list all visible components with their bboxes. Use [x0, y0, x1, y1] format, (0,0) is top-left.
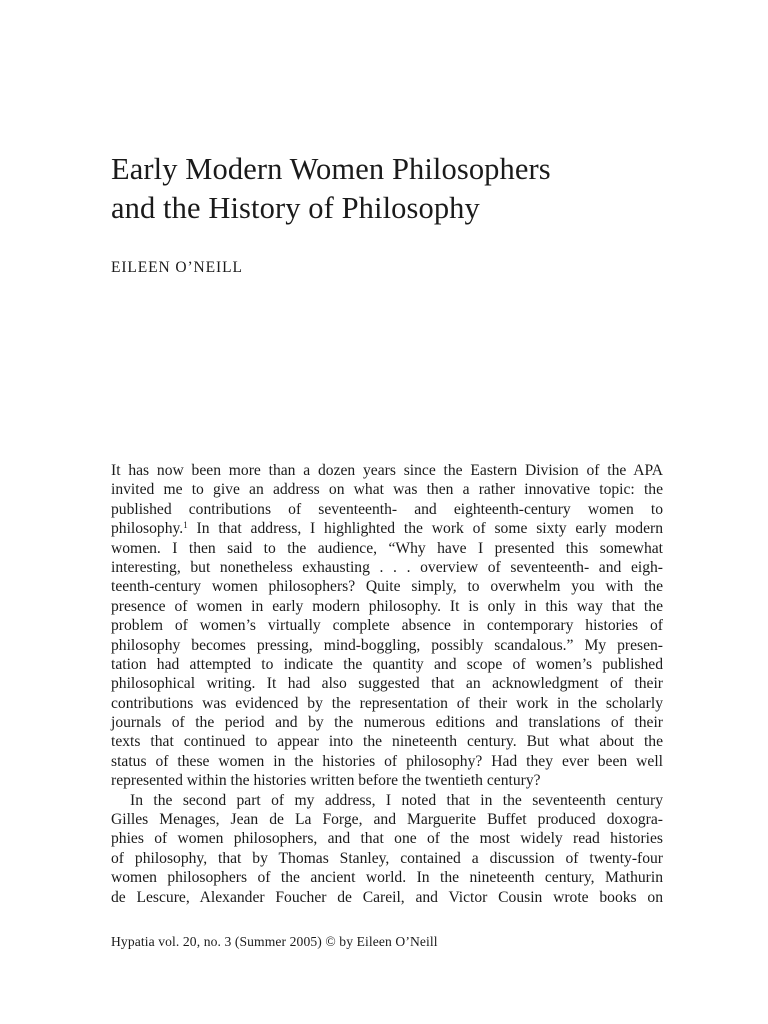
text-line: contributions was evidenced by the representation of their work in the scholarly — [111, 694, 663, 712]
text-line: interesting, but nonetheless exhausting . . . overview of seventeenth- and eigh- — [111, 558, 663, 576]
text-line: philosophical writing. It had also suggested that an acknowledgment of their — [111, 675, 663, 693]
text-line: Gilles Menages, Jean de La Forge, and Marguerite Buffet produced doxogra- — [111, 811, 663, 829]
article-title — [111, 150, 671, 228]
text-line: de Lescure, Alexander Foucher de Careil, and Victor Cousin wrote books on — [111, 888, 663, 906]
text-line: In the second part of my address, I noted that in the seventeenth century — [130, 791, 663, 809]
title-line-1: Early Modern Women Philosophers — [111, 152, 551, 186]
body-text — [111, 461, 663, 907]
text-line: status of these women in the histories of philosophy? Had they ever been well — [111, 752, 663, 770]
text-line: It has now been more than a dozen years since the Eastern Division of the APA — [111, 462, 663, 479]
text-line: journals of the period and by the numerous editions and translations of their — [111, 714, 663, 732]
text-line — [111, 519, 663, 538]
text-fragment: In that address, I highlighted the work of some sixty early modern — [187, 520, 663, 538]
text-line: represented within the histories written before the twentieth century? — [111, 772, 541, 790]
text-line: philosophy becomes pressing, mind-boggling, possibly scandalous.” My presen- — [111, 636, 663, 654]
footnote-marker[interactable]: 1 — [183, 520, 188, 531]
text-line: problem of women’s virtually complete absence in contemporary histories of — [111, 617, 663, 635]
text-fragment: philosophy. — [111, 520, 184, 538]
text-line: texts that continued to appear into the nineteenth century. But what about the — [111, 733, 663, 751]
text-line: tation had attempted to indicate the quantity and scope of women’s published — [111, 655, 663, 673]
text-line: published contributions of seventeenth- and eighteenth-century women to — [111, 500, 663, 518]
text-line: invited me to give an address on what was then a rather innovative topic: the — [111, 481, 663, 499]
text-line: phies of women philosophers, and that one of the most widely read histories — [111, 830, 663, 848]
text-line: women philosophers of the ancient world. In the nineteenth century, Mathurin — [111, 869, 663, 887]
text-line: teenth-century women philosophers? Quite simply, to overwhelm you with the — [111, 578, 663, 596]
text-line: of philosophy, that by Thomas Stanley, contained a discussion of twenty-four — [111, 849, 663, 867]
text-line: presence of women in early modern philosophy. It is only in this way that the — [111, 597, 663, 615]
author-name: EILEEN O’NEILL — [111, 259, 243, 276]
journal-citation-footer: Hypatia vol. 20, no. 3 (Summer 2005) © by Eileen O’Neill — [111, 934, 438, 949]
title-line-2: and the History of Philosophy — [111, 191, 480, 225]
text-line: women. I then said to the audience, “Why have I presented this somewhat — [111, 539, 663, 557]
